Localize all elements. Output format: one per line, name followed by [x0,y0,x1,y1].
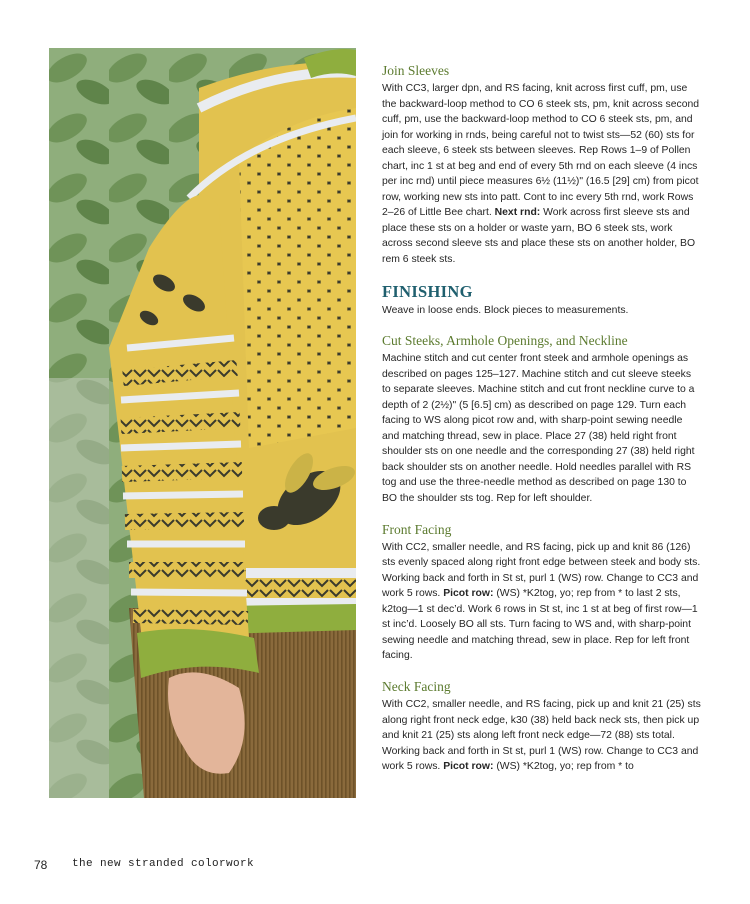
paragraph-cut-steeks [382,351,702,506]
paragraph-join-sleeves [382,81,702,268]
text-run: (WS) *K2tog, yo; rep from * to [493,761,634,773]
heading-join-sleeves: Join Sleeves [382,63,450,78]
text-run: Work across first sleeve sts and place these sts on a holder or waste yarn, BO 6 steek sts, work across second sleeve sts and place these sts on another holder, BO rem 6 steek sts. [382,207,696,266]
heading-finishing: FINISHING [382,281,473,301]
section-join-sleeves [382,62,702,268]
text-run: With CC2, smaller needle, and RS facing, pick up and knit 86 (126) sts evenly spaced along right front edge between steek and body sts. Working back and forth in St st, purl 1 (WS) row. Change to CC3 and work 5 rows. [382,541,701,600]
text-run: (WS) *K2tog, yo; rep from * to last 2 sts, k2tog—1 st dec’d. Work 6 rows in St st, inc 1 st at beg of first row—1 st inc’d. Loosely BO all sts. Turn facing to WS and, with sharp-point sewing needle and matching thread, sew in place. Rep for left front facing. [382,588,698,662]
section-cut-steeks [382,332,702,506]
page-number: 78 [34,858,48,872]
text-run: With CC2, smaller needle, and RS facing, pick up and knit 21 (25) sts along right front neck edge, k30 (38) held back neck sts, then pick up and knit 21 (25) sts along left front neck edge—72 (88) sts total. Working back and forth in St st, purl 1 (WS) row. Change to CC3 and work 5 rows. [382,698,701,773]
heading-neck-facing: Neck Facing [382,678,451,694]
running-head: the new stranded colorwork [72,858,255,870]
heading-cut-steeks: Cut Steeks, Armhole Openings, and Neckline [382,333,628,349]
sweater-photo [49,48,356,798]
bold-term-next-rnd: Next rnd: [494,207,541,219]
instructions-column [382,62,702,775]
heading-front-facing: Front Facing [382,521,452,537]
section-neck-facing [382,678,702,775]
section-finishing [382,282,702,319]
bold-term-picot-row: Picot row: [443,588,494,600]
paragraph-front-facing [382,540,702,664]
paragraph-finishing [382,303,702,319]
section-front-facing [382,521,702,664]
text-run: With CC3, larger dpn, and RS facing, knit across first cuff, pm, use the backward-loop method to CO 6 steek sts, pm, knit across second cuff, pm, use the backward-loop method to CO 6 steek sts, pm, and join for working in rnds, being careful not to twist sts—52 (60) sts for each sleeve, 6 steek sts between sleeves. Rep Rows 1–9 of Pollen chart, inc 1 st at beg and end of every 5th rnd on each sleeve (4 incs per inc rnd) until piece measures 6½ (11½)" (16.5 [29] cm) from picot row, working new sts into patt. Cont to inc every 5th rnd, work Rows 2–26 of Little Bee chart. [382,83,700,219]
bold-term-picot-row: Picot row: [443,761,494,773]
text-run: Weave in loose ends. Block pieces to measurements. [382,304,629,316]
paragraph-neck-facing [382,697,702,775]
text-run: Machine stitch and cut center front steek and armhole openings as described on pages 125–127. Machine stitch and cut sleeve steeks to separate sleeves. Machine stitch and cut front neckline curve to a depth of 2 (2½)" (5 [6.5] cm) as described on page 129. Turn each facing to WS along picot row and, with sharp-point sewing needle and matching thread, sew in place. Place 27 (38) held right front shoulder sts on one needle and the corresponding 27 (38) held right back shoulder sts on another needle. Hold needles parallel with RS tog and use the three-needle method as described on page 130 to BO the shoulder sts tog. Rep for left shoulder. [382,353,695,505]
